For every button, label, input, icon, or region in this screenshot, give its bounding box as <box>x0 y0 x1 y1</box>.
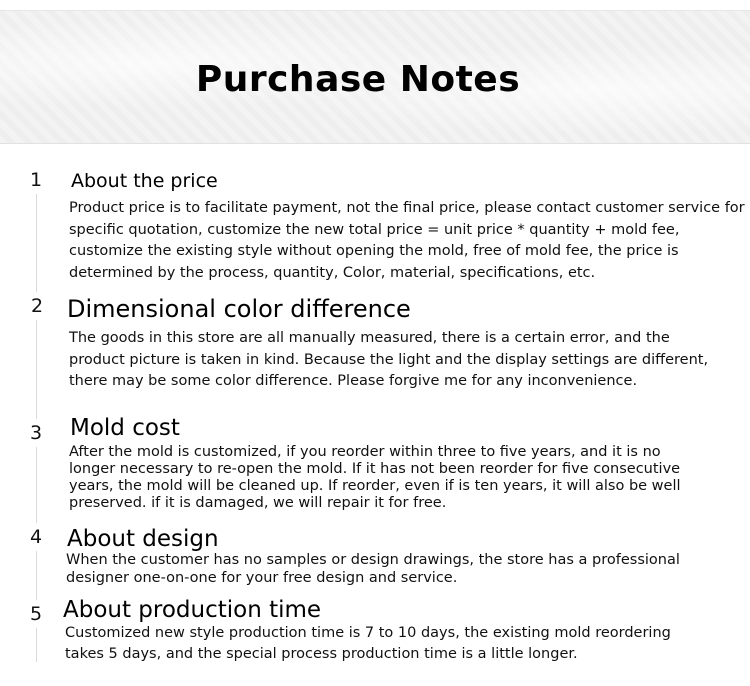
header-banner <box>0 10 750 144</box>
body-line: product picture is taken in kind. Because the light and the display settings are different, <box>69 351 709 368</box>
body-line: years, the mold will be cleaned up. If reorder, even if is ten years, it will also be well <box>69 478 681 494</box>
body-line: there may be some color difference. Please forgive me for any inconvenience. <box>69 373 638 389</box>
item-title: About design <box>67 526 219 552</box>
item-number: 3 <box>22 419 50 447</box>
body-line: customize the existing style without opening the mold, free of mold fee, the price is <box>69 243 679 259</box>
item-title: About production time <box>63 597 322 623</box>
body-line: preserved. if it is damaged, we will repair it for free. <box>69 495 447 511</box>
item-body <box>69 198 745 284</box>
item-body <box>69 328 708 393</box>
item-body <box>66 551 680 587</box>
body-line: determined by the process, quantity, Color, material, specifications, etc. <box>69 264 596 281</box>
item-body <box>69 444 681 512</box>
body-line: Customized new style production time is 7 to 10 days, the existing mold reordering <box>65 625 671 641</box>
item-number: 5 <box>22 600 50 628</box>
item-number: 1 <box>22 166 50 194</box>
body-line: specific quotation, customize the new total price = unit price * quantity + mold fee, <box>69 221 680 238</box>
body-line: designer one-on-one for your free design and service. <box>66 570 458 586</box>
body-line: longer necessary to re-open the mold. If it has not been reorder for five consecutive <box>69 461 681 477</box>
body-line: After the mold is customized, if you reorder within three to five years, and it is no <box>69 444 661 460</box>
body-line: The goods in this store are all manually measured, there is a certain error, and the <box>69 330 670 346</box>
item-title: About the price <box>71 170 218 192</box>
page-title: Purchase Notes <box>195 59 521 100</box>
body-line: takes 5 days, and the special process production time is a little longer. <box>65 646 578 662</box>
item-title: Mold cost <box>70 415 180 441</box>
item-number: 2 <box>23 292 51 320</box>
body-line: Product price is to facilitate payment, not the final price, please contact customer service for <box>69 200 745 216</box>
item-number: 4 <box>22 523 50 551</box>
item-body <box>65 623 671 665</box>
body-line: When the customer has no samples or design drawings, the store has a professional <box>66 552 680 568</box>
item-title: Dimensional color difference <box>67 295 411 323</box>
